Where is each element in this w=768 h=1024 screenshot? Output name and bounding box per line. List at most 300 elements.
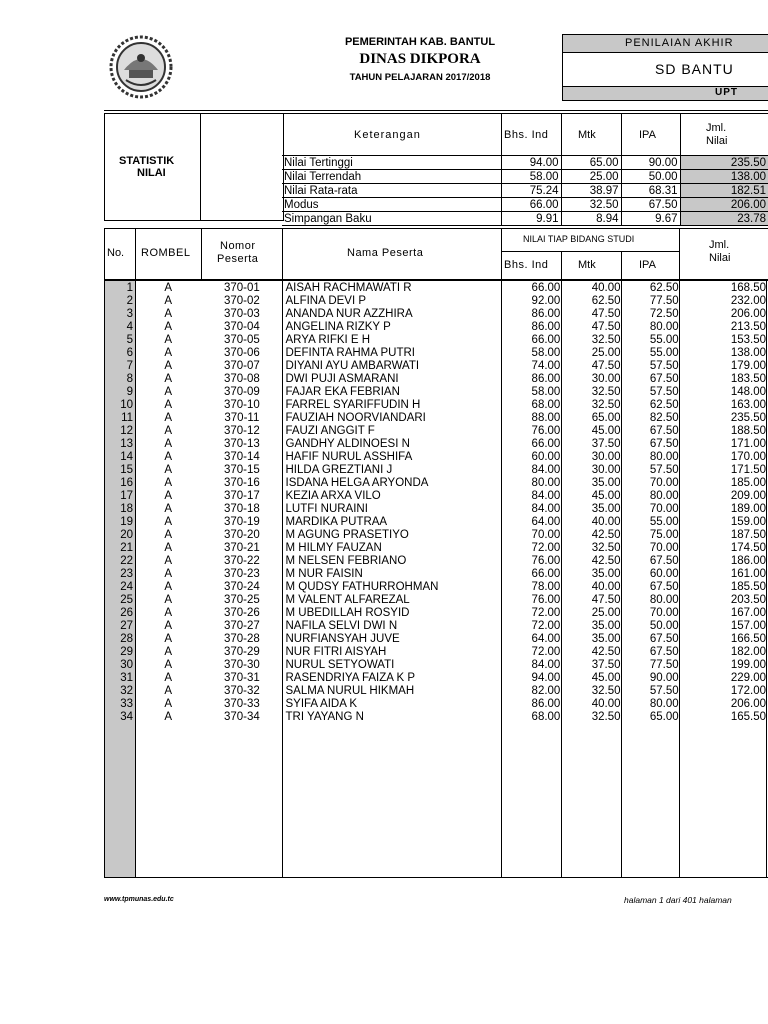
cell-jml: 189.00: [730, 502, 766, 515]
cell-nama: M AGUNG PRASETIYO: [285, 528, 409, 541]
cell-bhs: 84.00: [531, 489, 561, 502]
stat-col-jml-2: Nilai: [706, 135, 728, 147]
cell-jml: 174.50: [730, 541, 766, 554]
cell-no: 8: [126, 372, 134, 385]
cell-nama: ARYA RIFKI E H: [285, 333, 371, 346]
cell-bhs: 68.00: [531, 398, 561, 411]
cell-jml: 148.00: [730, 385, 766, 398]
cell-bhs: 86.00: [531, 697, 561, 710]
cell-jml: 235.50: [730, 411, 766, 424]
table-row: [104, 294, 768, 307]
stat-table: [282, 155, 768, 226]
cell-nomor: 370-28: [223, 632, 260, 645]
cell-mtk: 30.00: [591, 463, 621, 476]
department-title: DINAS DIKPORA: [359, 51, 481, 67]
cell-nomor: 370-09: [223, 385, 260, 398]
header-divider: [104, 110, 768, 111]
cell-mtk: 40.00: [591, 580, 621, 593]
cell-mtk: 35.00: [591, 502, 621, 515]
cell-ipa: 75.00: [649, 528, 679, 541]
cell-nomor: 370-33: [223, 697, 260, 710]
cell-ipa: 77.50: [649, 658, 679, 671]
cell-ipa: 67.50: [649, 372, 679, 385]
cell-rombel: A: [164, 697, 172, 710]
cell-jml: 171.00: [730, 437, 766, 450]
table-row: [104, 580, 768, 593]
cell-no: 34: [120, 710, 134, 723]
table-row: [104, 463, 768, 476]
cell-rombel: A: [164, 502, 172, 515]
stat-cell-label: Nilai Rata-rata: [284, 184, 358, 197]
cell-jml: 159.00: [730, 515, 766, 528]
stat-cell-ipa: 68.31: [621, 184, 680, 198]
cell-jml: 165.50: [730, 710, 766, 723]
stat-row: [282, 212, 768, 226]
cell-nama: DEFINTA RAHMA PUTRI: [285, 346, 415, 359]
cell-no: 33: [120, 697, 134, 710]
cell-nomor: 370-07: [223, 359, 260, 372]
cell-jml: 206.00: [730, 697, 766, 710]
cell-mtk: 32.50: [591, 398, 621, 411]
cell-mtk: 25.00: [591, 346, 621, 359]
cell-nama: ANANDA NUR AZZHIRA: [285, 307, 413, 320]
cell-mtk: 32.50: [591, 684, 621, 697]
cell-rombel: A: [164, 424, 172, 437]
cell-no: 11: [121, 411, 134, 424]
table-row: [104, 372, 768, 385]
cell-rombel: A: [164, 385, 172, 398]
col-nomor-2: Peserta: [217, 253, 259, 265]
cell-no: 6: [126, 346, 134, 359]
cell-rombel: A: [164, 580, 172, 593]
cell-jml: 185.00: [730, 476, 766, 489]
cell-ipa: 65.00: [649, 710, 679, 723]
cell-bhs: 72.00: [531, 541, 561, 554]
col-ipa: IPA: [639, 259, 656, 271]
cell-no: 18: [120, 502, 134, 515]
cell-ipa: 57.50: [649, 385, 679, 398]
cell-nama: RASENDRIYA FAIZA K P: [285, 671, 416, 684]
stat-cell-ipa: 9.67: [621, 212, 680, 226]
cell-nomor: 370-12: [223, 424, 260, 437]
cell-nama: SALMA NURUL HIKMAH: [285, 684, 415, 697]
school-name: SD BANTU: [655, 61, 734, 77]
table-row: [104, 398, 768, 411]
cell-ipa: 80.00: [649, 697, 679, 710]
cell-nama: NAFILA SELVI DWI N: [285, 619, 398, 632]
cell-mtk: 40.00: [591, 281, 621, 294]
exam-title-box: [562, 34, 768, 53]
cell-bhs: 68.00: [531, 710, 561, 723]
cell-nomor: 370-23: [223, 567, 260, 580]
cell-nama: MARDIKA PUTRAA: [285, 515, 388, 528]
table-row: [104, 411, 768, 424]
stat-cell-label: Nilai Terrendah: [284, 170, 362, 183]
stat-cell-bhs: 66.00: [501, 198, 561, 212]
table-row: [104, 359, 768, 372]
main-table: [104, 281, 768, 723]
cell-rombel: A: [164, 606, 172, 619]
cell-rombel: A: [164, 554, 172, 567]
cell-no: 4: [126, 320, 134, 333]
cell-nomor: 370-06: [223, 346, 260, 359]
cell-bhs: 72.00: [531, 645, 561, 658]
table-row: [104, 658, 768, 671]
cell-nomor: 370-30: [223, 658, 260, 671]
cell-ipa: 62.50: [649, 281, 679, 294]
cell-bhs: 78.00: [531, 580, 561, 593]
cell-nomor: 370-27: [223, 619, 260, 632]
cell-ipa: 67.50: [649, 580, 679, 593]
cell-nama: HILDA GREZTIANI J: [285, 463, 393, 476]
cell-rombel: A: [164, 593, 172, 606]
cell-mtk: 37.50: [591, 437, 621, 450]
col-jml-1: Jml.: [709, 239, 730, 251]
cell-mtk: 30.00: [591, 450, 621, 463]
cell-jml: 157.00: [730, 619, 766, 632]
cell-nomor: 370-02: [223, 294, 260, 307]
cell-no: 31: [120, 671, 134, 684]
table-row: [104, 593, 768, 606]
col-bhs: Bhs. Ind: [504, 259, 549, 271]
cell-rombel: A: [164, 411, 172, 424]
cell-jml: 187.50: [730, 528, 766, 541]
col-rombel: ROMBEL: [141, 247, 191, 259]
stat-row: [282, 198, 768, 212]
table-row: [104, 307, 768, 320]
stat-col-jml-1: Jml.: [706, 122, 727, 134]
cell-no: 3: [126, 307, 134, 320]
cell-bhs: 76.00: [531, 424, 561, 437]
stat-col-mtk: Mtk: [578, 129, 596, 141]
cell-nomor: 370-04: [223, 320, 260, 333]
cell-nama: LUTFI NURAINI: [285, 502, 368, 515]
cell-jml: 172.00: [730, 684, 766, 697]
cell-ipa: 70.00: [649, 541, 679, 554]
cell-nama: ALFINA DEVI P: [285, 294, 367, 307]
cell-rombel: A: [164, 671, 172, 684]
table-row: [104, 684, 768, 697]
cell-nama: ANGELINA RIZKY P: [285, 320, 391, 333]
cell-nama: TRI YAYANG N: [285, 710, 364, 723]
cell-nomor: 370-34: [223, 710, 260, 723]
cell-rombel: A: [164, 359, 172, 372]
cell-mtk: 62.50: [591, 294, 621, 307]
cell-no: 32: [120, 684, 134, 697]
stat-spacer-box: [200, 113, 284, 221]
cell-mtk: 40.00: [591, 515, 621, 528]
cell-rombel: A: [164, 294, 172, 307]
cell-ipa: 80.00: [649, 593, 679, 606]
cell-bhs: 60.00: [531, 450, 561, 463]
cell-nama: HAFIF NURUL ASSHIFA: [285, 450, 413, 463]
cell-rombel: A: [164, 281, 172, 294]
cell-nomor: 370-20: [223, 528, 260, 541]
cell-ipa: 57.50: [649, 684, 679, 697]
cell-mtk: 47.50: [591, 359, 621, 372]
cell-ipa: 72.50: [649, 307, 679, 320]
cell-bhs: 76.00: [531, 593, 561, 606]
cell-nomor: 370-32: [223, 684, 260, 697]
cell-no: 5: [126, 333, 134, 346]
cell-bhs: 58.00: [531, 385, 561, 398]
table-row: [104, 697, 768, 710]
table-row: [104, 333, 768, 346]
regency-seal-logo: [108, 34, 174, 100]
cell-jml: 183.50: [730, 372, 766, 385]
cell-jml: 138.00: [730, 346, 766, 359]
cell-no: 24: [120, 580, 134, 593]
cell-mtk: 47.50: [591, 320, 621, 333]
cell-jml: 186.00: [730, 554, 766, 567]
cell-nama: M NELSEN FEBRIANO: [285, 554, 407, 567]
cell-rombel: A: [164, 450, 172, 463]
cell-ipa: 62.50: [649, 398, 679, 411]
table-row: [104, 710, 768, 723]
stat-label-line1: STATISTIK: [119, 155, 175, 167]
table-row: [104, 502, 768, 515]
unit-box: [562, 87, 768, 101]
cell-nomor: 370-26: [223, 606, 260, 619]
table-row: [104, 541, 768, 554]
cell-jml: 206.00: [730, 307, 766, 320]
cell-nama: FAUZIAH NOORVIANDARI: [285, 411, 426, 424]
cell-mtk: 45.00: [591, 424, 621, 437]
cell-jml: 171.50: [730, 463, 766, 476]
table-row: [104, 554, 768, 567]
cell-jml: 203.50: [730, 593, 766, 606]
stat-col-bhs: Bhs. Ind: [504, 129, 549, 141]
cell-jml: 199.00: [730, 658, 766, 671]
cell-bhs: 86.00: [531, 307, 561, 320]
stat-cell-ipa: 50.00: [621, 170, 680, 184]
cell-jml: 166.50: [730, 632, 766, 645]
cell-mtk: 42.50: [591, 554, 621, 567]
cell-jml: 185.50: [730, 580, 766, 593]
stat-cell-mtk: 32.50: [561, 198, 621, 212]
cell-rombel: A: [164, 320, 172, 333]
cell-nama: DWI PUJI ASMARANI: [285, 372, 399, 385]
cell-bhs: 86.00: [531, 372, 561, 385]
cell-bhs: 64.00: [531, 632, 561, 645]
cell-bhs: 76.00: [531, 554, 561, 567]
cell-nama: M NUR FAISIN: [285, 567, 363, 580]
stat-col-ipa: IPA: [639, 129, 656, 141]
cell-rombel: A: [164, 567, 172, 580]
cell-bhs: 92.00: [531, 294, 561, 307]
cell-bhs: 66.00: [531, 281, 561, 294]
stat-cell-label: Simpangan Baku: [284, 212, 372, 225]
cell-nama: FARREL SYARIFFUDIN H: [285, 398, 421, 411]
cell-nomor: 370-24: [223, 580, 260, 593]
table-row: [104, 424, 768, 437]
cell-ipa: 67.50: [649, 437, 679, 450]
cell-nomor: 370-31: [223, 671, 260, 684]
cell-jml: 167.00: [730, 606, 766, 619]
cell-nomor: 370-10: [223, 398, 260, 411]
cell-ipa: 57.50: [649, 463, 679, 476]
cell-no: 1: [126, 281, 134, 294]
cell-no: 19: [120, 515, 134, 528]
cell-nomor: 370-08: [223, 372, 260, 385]
table-row: [104, 567, 768, 580]
stat-cell-jml: 138.00: [680, 170, 768, 184]
footer-page: halaman 1 dari 401 halaman: [624, 895, 732, 905]
cell-ipa: 57.50: [649, 359, 679, 372]
cell-no: 30: [120, 658, 134, 671]
cell-bhs: 66.00: [531, 567, 561, 580]
stat-cell-label: Modus: [284, 198, 319, 211]
cell-nama: NURUL SETYOWATI: [285, 658, 395, 671]
table-row: [104, 320, 768, 333]
cell-no: 14: [120, 450, 134, 463]
cell-mtk: 42.50: [591, 645, 621, 658]
cell-mtk: 47.50: [591, 307, 621, 320]
col-nama: Nama Peserta: [347, 247, 424, 259]
cell-mtk: 37.50: [591, 658, 621, 671]
stat-cell-label: Nilai Tertinggi: [284, 156, 353, 169]
cell-rombel: A: [164, 658, 172, 671]
stat-cell-bhs: 75.24: [501, 184, 561, 198]
school-name-box: [562, 52, 768, 87]
cell-ipa: 55.00: [649, 515, 679, 528]
cell-mtk: 45.00: [591, 489, 621, 502]
cell-ipa: 70.00: [649, 606, 679, 619]
government-title: PEMERINTAH KAB. BANTUL: [344, 36, 496, 48]
cell-mtk: 45.00: [591, 671, 621, 684]
cell-ipa: 50.00: [649, 619, 679, 632]
cell-mtk: 35.00: [591, 619, 621, 632]
cell-no: 17: [120, 489, 134, 502]
stat-cell-mtk: 38.97: [561, 184, 621, 198]
cell-mtk: 25.00: [591, 606, 621, 619]
cell-ipa: 55.00: [649, 346, 679, 359]
stat-cell-mtk: 8.94: [561, 212, 621, 226]
cell-rombel: A: [164, 333, 172, 346]
cell-ipa: 70.00: [649, 476, 679, 489]
cell-no: 13: [120, 437, 134, 450]
cell-ipa: 67.50: [649, 632, 679, 645]
cell-nomor: 370-14: [223, 450, 260, 463]
table-row: [104, 489, 768, 502]
cell-nama: AISAH RACHMAWATI R: [285, 281, 412, 294]
cell-rombel: A: [164, 515, 172, 528]
stat-row: [282, 156, 768, 170]
cell-no: 12: [120, 424, 134, 437]
cell-nama: M HILMY FAUZAN: [285, 541, 382, 554]
cell-nomor: 370-25: [223, 593, 260, 606]
cell-mtk: 35.00: [591, 632, 621, 645]
cell-ipa: 55.00: [649, 333, 679, 346]
cell-nomor: 370-15: [223, 463, 260, 476]
cell-mtk: 35.00: [591, 476, 621, 489]
cell-jml: 163.00: [730, 398, 766, 411]
cell-nama: GANDHY ALDINOESI N: [285, 437, 410, 450]
cell-mtk: 47.50: [591, 593, 621, 606]
footer-site: www.tpmunas.edu.tc: [104, 896, 174, 903]
cell-no: 25: [120, 593, 134, 606]
cell-rombel: A: [164, 645, 172, 658]
cell-bhs: 86.00: [531, 320, 561, 333]
cell-rombel: A: [164, 619, 172, 632]
cell-ipa: 80.00: [649, 320, 679, 333]
cell-ipa: 80.00: [649, 450, 679, 463]
cell-no: 15: [120, 463, 134, 476]
cell-nama: KEZIA ARXA VILO: [285, 489, 381, 502]
cell-nama: M UBEDILLAH ROSYID: [285, 606, 410, 619]
cell-no: 16: [120, 476, 134, 489]
cell-nama: NUR FITRI AISYAH: [285, 645, 387, 658]
stat-cell-ipa: 90.00: [621, 156, 680, 170]
cell-rombel: A: [164, 528, 172, 541]
cell-nama: M QUDSY FATHURROHMAN: [285, 580, 439, 593]
cell-nama: ISDANA HELGA ARYONDA: [285, 476, 429, 489]
stat-row: [282, 184, 768, 198]
cell-jml: 232.00: [730, 294, 766, 307]
school-year: TAHUN PELAJARAN 2017/2018: [349, 72, 491, 83]
table-row: [104, 515, 768, 528]
cell-no: 7: [126, 359, 134, 372]
cell-bhs: 94.00: [531, 671, 561, 684]
unit-label: UPT: [715, 87, 738, 98]
cell-no: 9: [126, 385, 134, 398]
cell-ipa: 67.50: [649, 554, 679, 567]
cell-rombel: A: [164, 710, 172, 723]
cell-rombel: A: [164, 476, 172, 489]
cell-bhs: 66.00: [531, 437, 561, 450]
col-mtk: Mtk: [578, 259, 596, 271]
cell-nomor: 370-19: [223, 515, 260, 528]
col-nomor-1: Nomor: [220, 240, 256, 252]
stat-cell-ipa: 67.50: [621, 198, 680, 212]
cell-ipa: 67.50: [649, 424, 679, 437]
stat-cell-jml: 235.50: [680, 156, 768, 170]
table-row: [104, 619, 768, 632]
cell-jml: 170.00: [730, 450, 766, 463]
cell-bhs: 84.00: [531, 658, 561, 671]
stat-cell-bhs: 94.00: [501, 156, 561, 170]
cell-nama: SYIFA AIDA K: [285, 697, 358, 710]
cell-bhs: 82.00: [531, 684, 561, 697]
stat-cell-mtk: 25.00: [561, 170, 621, 184]
table-row: [104, 281, 768, 294]
cell-rombel: A: [164, 307, 172, 320]
table-row: [104, 606, 768, 619]
cell-bhs: 70.00: [531, 528, 561, 541]
cell-no: 26: [120, 606, 134, 619]
table-row: [104, 476, 768, 489]
stat-cell-bhs: 9.91: [501, 212, 561, 226]
cell-nomor: 370-11: [224, 411, 260, 424]
cell-nomor: 370-21: [223, 541, 260, 554]
cell-nomor: 370-05: [223, 333, 260, 346]
stat-cell-mtk: 65.00: [561, 156, 621, 170]
cell-no: 21: [120, 541, 134, 554]
cell-nomor: 370-22: [223, 554, 260, 567]
cell-nama: DIYANI AYU AMBARWATI: [285, 359, 420, 372]
cell-ipa: 90.00: [649, 671, 679, 684]
cell-ipa: 70.00: [649, 502, 679, 515]
cell-jml: 229.00: [730, 671, 766, 684]
cell-mtk: 32.50: [591, 710, 621, 723]
cell-nomor: 370-29: [223, 645, 260, 658]
cell-ipa: 82.50: [649, 411, 679, 424]
stat-cell-bhs: 58.00: [501, 170, 561, 184]
cell-nomor: 370-01: [223, 281, 260, 294]
cell-jml: 188.50: [730, 424, 766, 437]
cell-rombel: A: [164, 632, 172, 645]
table-row: [104, 385, 768, 398]
